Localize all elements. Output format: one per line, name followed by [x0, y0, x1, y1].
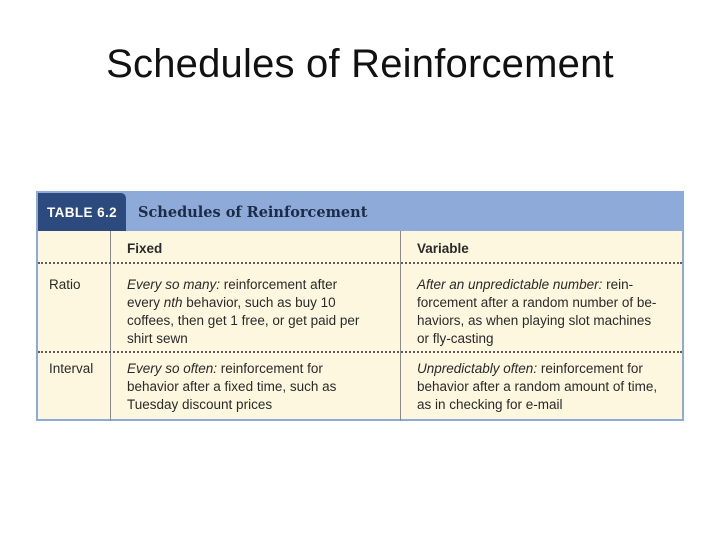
cell-lead: Every so many: — [127, 277, 221, 292]
table-title: Schedules of Reinforcement — [138, 203, 368, 221]
cell-lead: After an unpredictable number: — [417, 277, 603, 292]
table-number-tag: TABLE 6.2 — [38, 193, 126, 231]
cell-text: or fly-casting — [417, 331, 494, 346]
reinforcement-table — [36, 191, 684, 421]
cell-text: shirt sewn — [127, 331, 188, 346]
row-label-interval: Interval — [49, 361, 94, 376]
row-divider — [38, 351, 682, 353]
cell-interval-fixed — [127, 360, 395, 414]
cell-text: reinforcement for — [217, 361, 323, 376]
cell-text: rein- — [602, 277, 634, 292]
column-header-fixed: Fixed — [127, 241, 163, 256]
cell-text: behavior, such as buy 10 — [182, 295, 336, 310]
cell-text: reinforcement after — [220, 277, 338, 292]
cell-text: reinforcement for — [537, 361, 643, 376]
cell-text: haviors, as when playing slot machines — [417, 313, 652, 328]
column-divider — [400, 231, 401, 421]
row-label-ratio: Ratio — [49, 277, 81, 292]
column-divider — [110, 231, 111, 421]
row-divider — [38, 262, 682, 264]
cell-text: forcement after a random number of be- — [417, 295, 657, 310]
cell-ratio-variable — [417, 276, 679, 348]
table-header-bar — [38, 193, 682, 231]
cell-text: as in checking for e-mail — [417, 397, 563, 412]
cell-lead: Unpredictably often: — [417, 361, 538, 376]
cell-text: behavior after a fixed time, such as — [127, 379, 337, 394]
slide-title: Schedules of Reinforcement — [106, 42, 614, 86]
cell-ratio-fixed — [127, 276, 395, 348]
column-header-variable: Variable — [417, 241, 469, 256]
cell-text: Tuesday discount prices — [127, 397, 273, 412]
cell-text: coffees, then get 1 free, or get paid per — [127, 313, 360, 328]
cell-text: every — [127, 295, 164, 310]
cell-text: behavior after a random amount of time, — [417, 379, 658, 394]
cell-emphasis: nth — [163, 295, 183, 310]
cell-lead: Every so often: — [127, 361, 218, 376]
cell-interval-variable — [417, 360, 679, 414]
